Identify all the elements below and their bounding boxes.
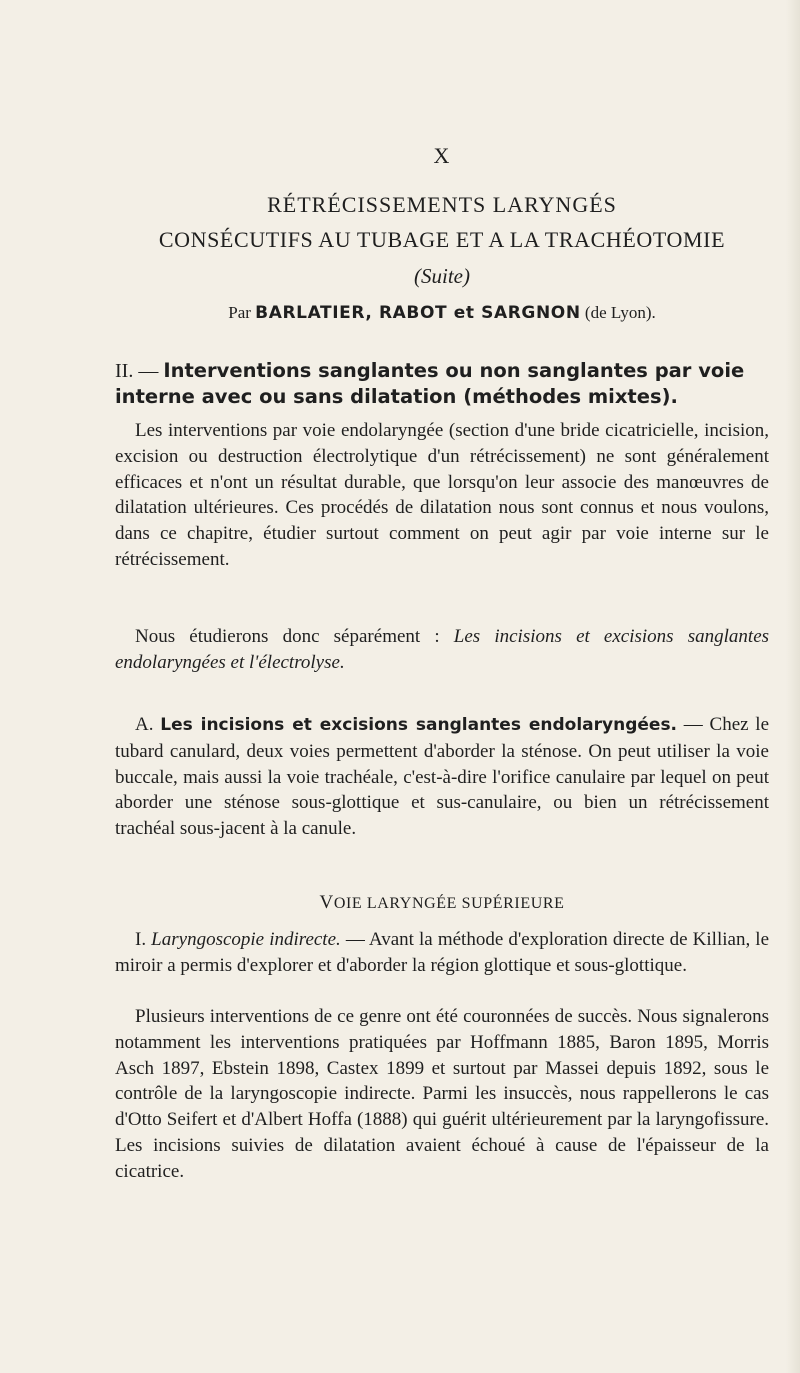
section-title: Interventions sanglantes ou non sanglantes par voie interne avec ou sans dilatation (méthodes mixtes). [115, 359, 745, 408]
subheading [319, 892, 564, 914]
paragraph-2-italic: Les incisions et excisions sanglantes endolaryngées et l'électrolyse. [115, 626, 770, 673]
paragraph-1: Les interventions par voie endolaryngée (section d'une bride cicatricielle, incision, excision ou destruction électrolytique d'un rétrécissement) ne sont généralement efficaces et n'ont un résultat durable, que lorsqu'on leur associe des manœuvres de dilatation ultérieures. Ces procédés de dilatation nous sont connus et nous voulons, dans ce chapitre, étudier surtout comment on peut agir par voie interne sur le rétrécissement. [115, 420, 769, 570]
paragraph-i [115, 927, 769, 979]
paragraph-a-heading: Les incisions et excisions sanglantes endolaryngées. [160, 715, 678, 735]
paragraph-i-heading: Laryngoscopie indirecte. [151, 929, 341, 950]
paragraph-a-label: A. [135, 714, 154, 735]
byline-authors: BARLATIER, RABOT et SARGNON [255, 303, 581, 323]
subtitle: (Suite) [414, 264, 470, 288]
paragraph-i-text: — Avant la méthode d'exploration directe de Killian, le miroir a permis d'explorer et d'aborder la région glottique et sous-glottique. [115, 929, 770, 976]
paragraph-2-lead: Nous étudierons donc séparément : [135, 626, 440, 647]
subheading-initial: V [319, 892, 334, 913]
page-edge [786, 0, 800, 1373]
paragraph-2 [115, 624, 769, 676]
byline-suffix: (de Lyon). [584, 303, 656, 322]
title-line-1: RÉTRÉCISSEMENTS LARYNGÉS [267, 192, 617, 217]
paragraph-a-text: — Chez le tubard canulard, deux voies permettent d'aborder la sténose. On peut utiliser la voie buccale, mais aussi la voie trachéale, c'est-à-dire l'orifice canulaire par lequel on peut aborder une sténose sous-glottique et sus-canulaire, ou bien un rétrécissement trachéal sous-jacent à la canule. [115, 714, 770, 840]
subheading-rest: OIE LARYNGÉE SUPÉRIEURE [333, 895, 565, 912]
paragraph-last: Plusieurs interventions de ce genre ont été couronnées de succès. Nous signalerons notamment les interventions pratiquées par Hoffmann 1885, Baron 1895, Morris Asch 1897, Ebstein 1898, Castex 1899 et surtout par Massei depuis 1892, sous le contrôle de la laryngoscopie indirecte. Parmi les insuccès, nous rappellerons le cas d'Otto Seifert et d'Albert Hoffa (1888) qui guérit ultérieurement par la laryngofissure. Les incisions suivies de dilatation avaient échoué à cause de l'épaisseur de la cicatrice. [115, 1006, 769, 1182]
section-heading [115, 358, 769, 410]
title-line-2: CONSÉCUTIFS AU TUBAGE ET A LA TRACHÉOTOMIE [158, 227, 726, 252]
byline-prefix: Par [228, 303, 251, 322]
chapter-number: X [433, 143, 451, 168]
section-number: II. — [115, 360, 159, 382]
paragraph-a [115, 712, 769, 842]
byline [228, 303, 656, 323]
paragraph-i-label: I. [135, 929, 147, 950]
